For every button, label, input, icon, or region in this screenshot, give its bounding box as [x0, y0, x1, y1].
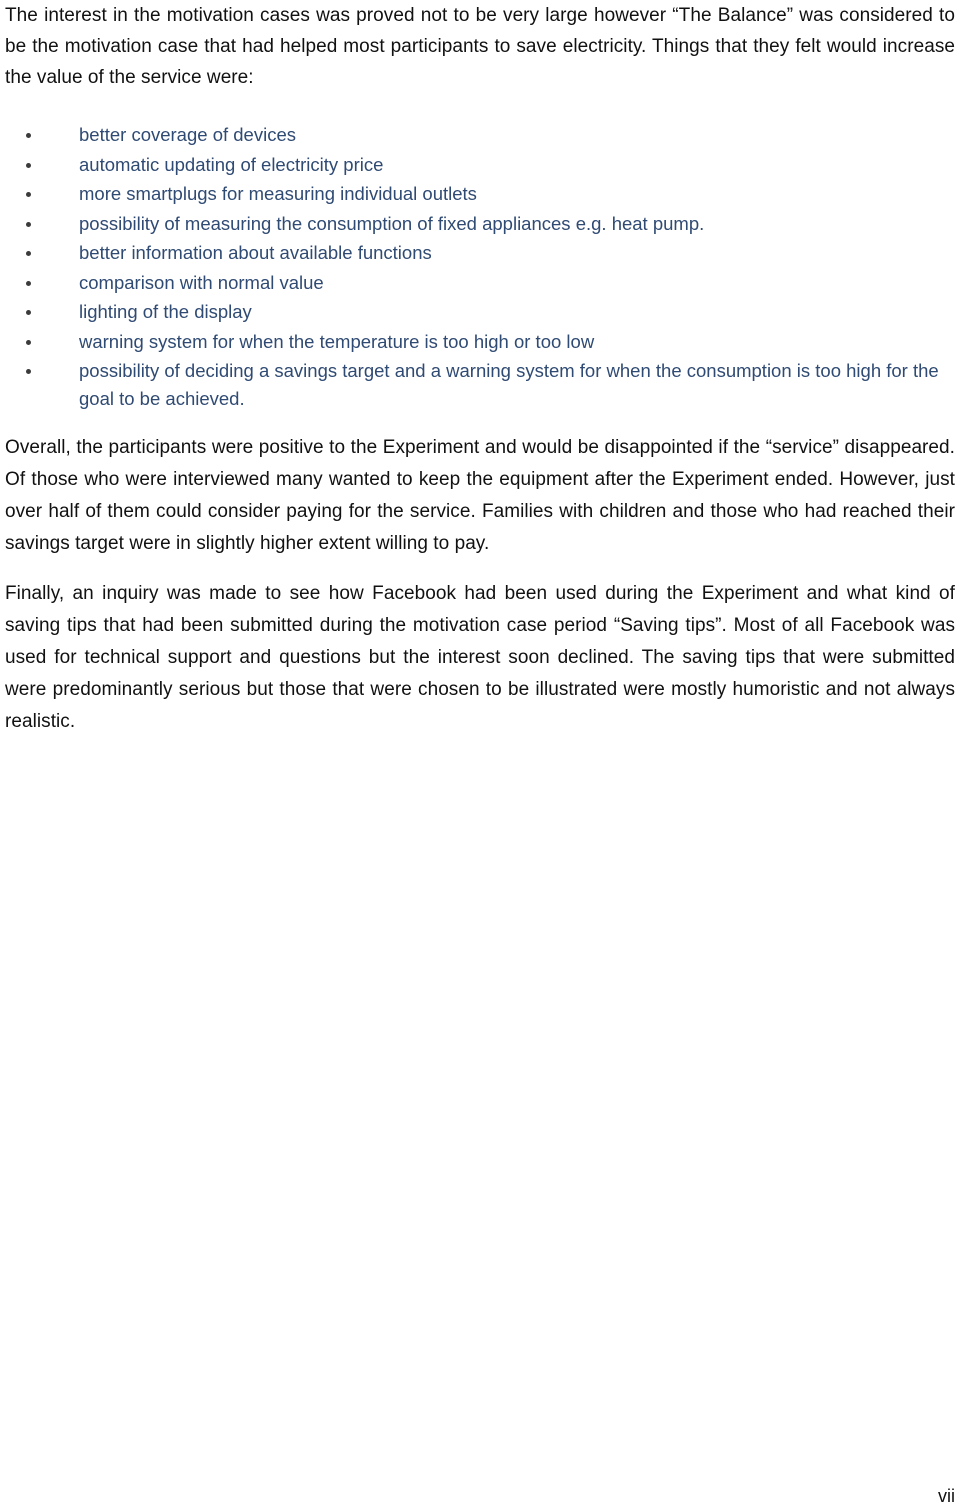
bullet-dot-icon	[26, 369, 31, 374]
list-item	[5, 328, 955, 356]
bullet-dot-icon	[26, 340, 31, 345]
list-item-text: comparison with normal value	[79, 271, 324, 293]
bullet-dot-icon	[26, 133, 31, 138]
list-item-text: automatic updating of electricity price	[79, 153, 384, 175]
list-item-text: possibility of deciding a savings target and a warning system for when the consumption is too high for the goal to be achieved.	[79, 360, 939, 409]
bullet-dot-icon	[26, 310, 31, 315]
bullet-dot-icon	[26, 251, 31, 256]
list-item	[5, 269, 955, 297]
list-item	[5, 121, 955, 149]
document-page	[5, 0, 955, 738]
facebook-paragraph: Finally, an inquiry was made to see how Facebook had been used during the Experiment and what kind of saving tips that had been submitted during the motivation case period “Saving tips”. Most of all Facebook was used for technical support and questions but the interest soon declined. The saving tips that were submitted were predominantly serious but those that were chosen to be illustrated were mostly humoristic and not always realistic.	[5, 583, 955, 732]
list-item-text: warning system for when the temperature is too high or too low	[79, 330, 595, 352]
list-item-text: more smartplugs for measuring individual outlets	[79, 183, 477, 204]
page-number: vii	[938, 1486, 955, 1506]
list-item-text: lighting of the display	[79, 301, 252, 322]
bullet-dot-icon	[26, 163, 31, 168]
list-item-text: better information about available functions	[79, 242, 432, 263]
list-item	[5, 151, 955, 179]
list-item-text: possibility of measuring the consumption of fixed appliances e.g. heat pump.	[79, 212, 705, 234]
list-item	[5, 357, 955, 413]
list-item-text: better coverage of devices	[79, 124, 296, 145]
bullet-dot-icon	[26, 281, 31, 286]
list-item	[5, 180, 955, 208]
improvement-list	[5, 121, 955, 413]
list-item	[5, 210, 955, 238]
bullet-dot-icon	[26, 192, 31, 197]
intro-paragraph: The interest in the motivation cases was proved not to be very large however “The Balance” was considered to be the motivation case that had helped most participants to save electricity. Things that they felt would increase the value of the service were:	[5, 5, 955, 88]
conclusion-paragraph: Overall, the participants were positive to the Experiment and would be disappointed if the “service” disappeared. Of those who were interviewed many wanted to keep the equipment after the Experiment ended. However, just over half of them could consider paying for the service. Families with children and those who had reached their savings target were in slightly higher extent willing to pay.	[5, 437, 955, 554]
list-item	[5, 239, 955, 267]
list-item	[5, 298, 955, 326]
bullet-dot-icon	[26, 222, 31, 227]
